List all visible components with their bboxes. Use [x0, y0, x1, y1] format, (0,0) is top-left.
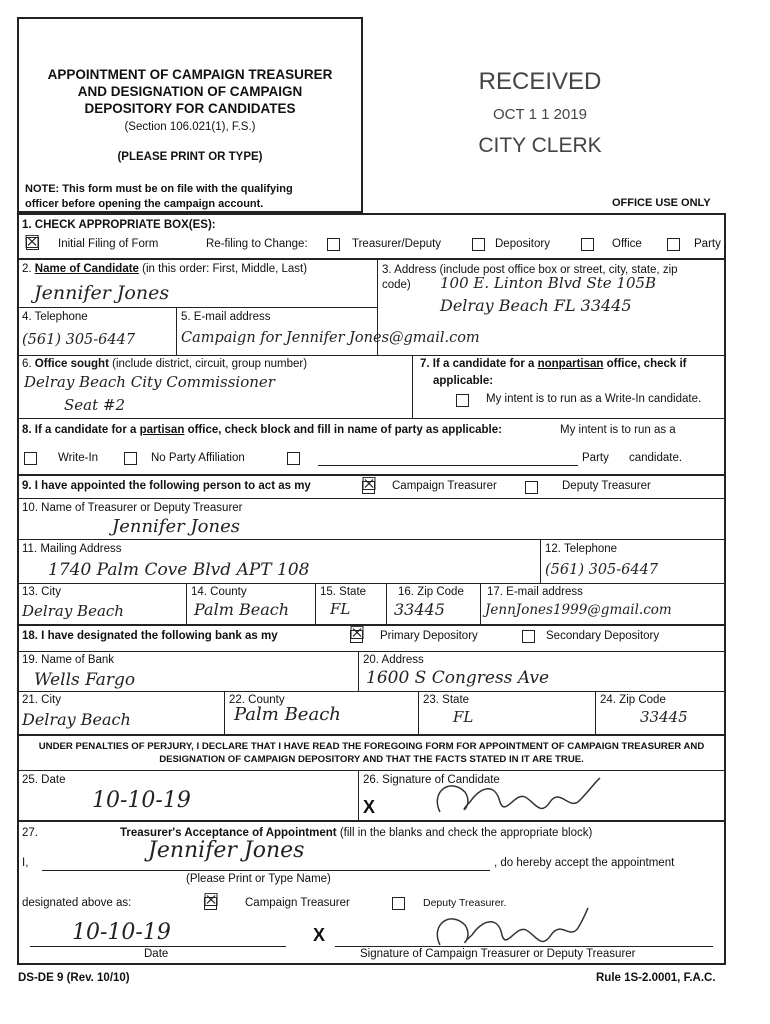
treasurer-phone-label: 12. Telephone	[545, 543, 618, 555]
print-name-label: (Please Print or Type Name)	[186, 873, 331, 885]
office-use-only: OFFICE USE ONLY	[612, 197, 711, 209]
candidate-email-value[interactable]: Campaign for Jennifer Jones@gmail.com	[181, 330, 480, 346]
divider	[358, 770, 359, 820]
office-checkbox[interactable]	[581, 238, 594, 251]
divider	[17, 583, 726, 584]
treasurer-email-value[interactable]: JennJones1999@gmail.com	[485, 602, 672, 618]
no-party-checkbox[interactable]	[124, 452, 137, 465]
candidate-address-label: 3. Address (include post office box or street, city, state, zip code)	[382, 264, 678, 291]
treasurer-accept-name[interactable]: Jennifer Jones	[148, 838, 305, 863]
party-checkbox[interactable]	[667, 238, 680, 251]
stamp-received: RECEIVED	[478, 68, 602, 95]
party-label: Party	[694, 238, 721, 250]
depository-label: Depository	[495, 238, 550, 250]
divider	[17, 734, 726, 736]
divider	[386, 583, 387, 624]
bank-city-label: 21. City	[22, 694, 61, 706]
i-label: I,	[22, 857, 29, 869]
acceptance-num: 27.	[22, 827, 38, 839]
rule-reference: Rule 1S-2.0001, F.A.C.	[596, 972, 716, 984]
primary-depository-label: Primary Depository	[380, 630, 478, 642]
stamp-office: CITY CLERK	[478, 134, 602, 157]
zip-value[interactable]: 33445	[394, 600, 445, 619]
office-sought-value-line1[interactable]: Delray Beach City Commissioner	[24, 373, 275, 391]
write-in-label: Write-In	[58, 452, 99, 464]
initial-filing-label: Initial Filing of Form	[58, 238, 159, 250]
accept-campaign-treasurer-label: Campaign Treasurer	[245, 897, 350, 909]
appointed-label: 9. I have appointed the following person to act as my	[22, 480, 311, 492]
campaign-treasurer-label: Campaign Treasurer	[392, 480, 497, 492]
county-label: 14. County	[191, 586, 247, 598]
acceptance-title: Treasurer's Acceptance of Appointment (fill in the blanks and check the appropriate block)	[120, 827, 593, 839]
bank-county-value[interactable]: Palm Beach	[234, 704, 341, 725]
nonpartisan-applicable: applicable:	[433, 375, 494, 387]
bank-county-label: 22. County	[229, 694, 285, 706]
divider	[17, 498, 726, 499]
bank-address-value[interactable]: 1600 S Congress Ave	[366, 668, 550, 688]
date-label: 25. Date	[22, 774, 66, 786]
designated-as-label: designated above as:	[22, 897, 132, 909]
bank-zip-label: 24. Zip Code	[600, 694, 666, 706]
candidate-email-label: 5. E-mail address	[181, 311, 271, 323]
candidate-address-line2[interactable]: Delray Beach FL 33445	[440, 296, 632, 315]
party-checkbox[interactable]	[287, 452, 300, 465]
bank-name-label: 19. Name of Bank	[22, 654, 115, 666]
candidate-name-label: 2. Name of Candidate (in this order: First, Middle, Last)	[22, 263, 308, 275]
divider	[176, 307, 177, 355]
nonpartisan-label: 7. If a candidate for a nonpartisan office, check if	[420, 358, 687, 370]
divider	[595, 691, 596, 734]
divider	[17, 770, 726, 771]
form-body	[17, 213, 726, 965]
divider	[540, 539, 541, 583]
deputy-treasurer-label: Deputy Treasurer	[562, 480, 651, 492]
zip-label: 16. Zip Code	[398, 586, 464, 598]
divider	[480, 583, 481, 624]
write-in-intent-label: My intent is to run as a Write-In candidate.	[486, 393, 702, 405]
candidate-phone-value[interactable]: (561) 305-6447	[22, 332, 136, 348]
statute-reference: (Section 106.021(1), F.S.)	[124, 121, 256, 133]
divider	[17, 258, 726, 260]
refiling-label: Re-filing to Change:	[206, 238, 308, 250]
candidate-address-line1[interactable]: 100 E. Linton Blvd Ste 105B	[440, 274, 657, 292]
state-value[interactable]: FL	[330, 600, 351, 618]
accept-date-value[interactable]: 10-10-19	[72, 920, 171, 945]
divider	[17, 355, 726, 356]
divider	[186, 583, 187, 624]
mailing-address-label: 11. Mailing Address	[22, 543, 122, 555]
candidate-suffix: candidate.	[629, 452, 683, 464]
divider	[315, 583, 316, 624]
accept-deputy-treasurer-label: Deputy Treasurer.	[423, 897, 507, 909]
party-name-field[interactable]	[318, 465, 578, 466]
accept-date-label: Date	[144, 948, 169, 960]
stamp-date: OCT 1 1 2019	[493, 106, 587, 123]
bank-zip-value[interactable]: 33445	[640, 708, 688, 726]
perjury-statement: UNDER PENALTIES OF PERJURY, I DECLARE THAT I HAVE READ THE FOREGOING FORM FOR APPOINTMENT OF CAMPAIGN TREASURER AND DESIGNATION OF CAMPAIGN DEPOSITORY AND THAT THE FACTS STATED IN IT ARE TRUE.	[38, 741, 705, 765]
treasurer-deputy-label: Treasurer/Deputy	[352, 238, 442, 250]
divider	[418, 691, 419, 734]
divider	[17, 307, 377, 308]
treasurer-phone-value[interactable]: (561) 305-6447	[545, 562, 659, 578]
form-id: DS-DE 9 (Rev. 10/10)	[18, 972, 130, 984]
accept-deputy-treasurer-checkbox[interactable]	[392, 897, 405, 910]
checkmark: ☒	[24, 232, 41, 253]
treasurer-name-label: 10. Name of Treasurer or Deputy Treasurer	[22, 502, 243, 514]
deputy-treasurer-checkbox[interactable]	[525, 481, 538, 494]
checkmark: ☒	[203, 890, 220, 911]
bank-state-value[interactable]: FL	[453, 708, 474, 726]
depository-checkbox[interactable]	[472, 238, 485, 251]
signature-x: X	[363, 797, 376, 817]
candidate-name-value[interactable]: Jennifer Jones	[34, 282, 170, 304]
section1-label: 1. CHECK APPROPRIATE BOX(ES):	[22, 219, 216, 231]
checkmark: ☒	[361, 474, 378, 495]
form-title: APPOINTMENT OF CAMPAIGN TREASURER AND DESIGNATION OF CAMPAIGN DEPOSITORY FOR CANDIDATES	[47, 67, 333, 116]
divider	[17, 651, 726, 652]
accept-text: , do hereby accept the appointment	[494, 857, 675, 869]
state-label: 15. State	[320, 586, 367, 598]
county-value[interactable]: Palm Beach	[194, 600, 289, 619]
treasurer-deputy-checkbox[interactable]	[327, 238, 340, 251]
print-instruction: (PLEASE PRINT OR TYPE)	[117, 151, 263, 163]
party-suffix: Party	[582, 452, 609, 464]
city-label: 13. City	[22, 586, 61, 598]
accept-signature-x: X	[313, 925, 326, 945]
candidate-signature-label: 26. Signature of Candidate	[363, 774, 500, 786]
treasurer-email-label: 17. E-mail address	[487, 586, 583, 598]
treasurer-name-line	[42, 870, 490, 871]
divider	[358, 651, 359, 691]
divider	[224, 691, 225, 734]
city-value[interactable]: Delray Beach	[22, 602, 124, 620]
date-value[interactable]: 10-10-19	[92, 788, 191, 813]
accept-date-line	[30, 946, 286, 947]
divider	[17, 539, 726, 540]
divider	[17, 691, 726, 692]
bank-state-label: 23. State	[423, 694, 470, 706]
write-in-intent-checkbox[interactable]	[456, 394, 469, 407]
bank-designated-label: 18. I have designated the following bank as my	[22, 630, 278, 642]
divider	[17, 624, 726, 626]
bank-name-value[interactable]: Wells Fargo	[34, 670, 136, 690]
partisan-intent: My intent is to run as a	[560, 424, 676, 436]
treasurer-name-value[interactable]: Jennifer Jones	[112, 516, 240, 537]
partisan-label: 8. If a candidate for a partisan office, check block and fill in name of party as applicable:	[22, 424, 502, 436]
candidate-signature[interactable]	[420, 772, 620, 822]
candidate-phone-label: 4. Telephone	[22, 311, 88, 323]
write-in-checkbox[interactable]	[24, 452, 37, 465]
secondary-depository-checkbox[interactable]	[522, 630, 535, 643]
checkmark: ☒	[349, 623, 366, 644]
accept-signature-label: Signature of Campaign Treasurer or Deputy Treasurer	[360, 948, 636, 960]
no-party-label: No Party Affiliation	[151, 452, 245, 464]
secondary-depository-label: Secondary Depository	[546, 630, 660, 642]
office-sought-label: 6. Office sought (include district, circuit, group number)	[22, 358, 308, 370]
divider	[17, 418, 726, 419]
mailing-address-value[interactable]: 1740 Palm Cove Blvd APT 108	[48, 560, 310, 580]
office-label: Office	[612, 238, 642, 250]
filing-note: NOTE: This form must be on file with the qualifying officer before opening the campaign account.	[25, 183, 293, 210]
office-sought-value-line2[interactable]: Seat #2	[64, 396, 126, 414]
bank-address-label: 20. Address	[363, 654, 424, 666]
divider	[17, 820, 726, 822]
bank-city-value[interactable]: Delray Beach	[22, 710, 131, 729]
divider	[412, 355, 413, 418]
